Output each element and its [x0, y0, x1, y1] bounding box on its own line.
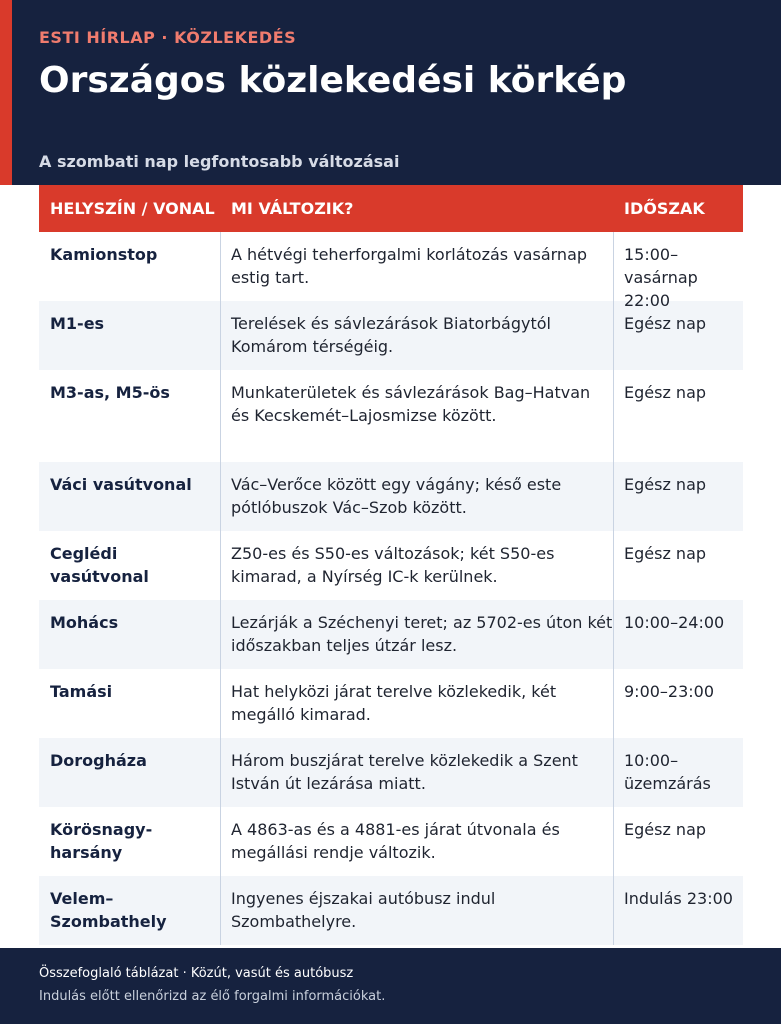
page-header	[0, 0, 781, 185]
column-header-place: HELYSZÍN / VONAL	[50, 199, 215, 218]
row-place: Dorogháza	[39, 738, 221, 807]
table-row	[39, 370, 743, 462]
row-change: Lezárják a Széchenyi teret; az 5702-es úton két időszakban teljes útzár lesz.	[221, 600, 614, 669]
row-period: Egész nap	[624, 820, 707, 839]
page-footer	[0, 948, 781, 1024]
row-place: Váci vasútvonal	[39, 462, 221, 531]
row-change: Három buszjárat terelve közlekedik a Szent István út lezárása miatt.	[221, 738, 614, 807]
row-period: 15:00–vasárnap 22:00	[624, 245, 698, 310]
row-change: Munkaterületek és sávlezárások Bag–Hatvan és Kecskemét–Lajosmizse között.	[221, 370, 614, 462]
table-row	[39, 807, 743, 876]
table-row	[39, 600, 743, 669]
row-place: Mohács	[39, 600, 221, 669]
row-period: Indulás 23:00	[624, 889, 733, 908]
table-row	[39, 301, 743, 370]
row-period: Egész nap	[624, 383, 707, 402]
column-header-period: IDŐSZAK	[624, 199, 705, 218]
table-row	[39, 738, 743, 807]
row-change: Terelések és sávlezárások Biatorbágytól Komárom térségéig.	[221, 301, 614, 370]
row-change: A hétvégi teherforgalmi korlátozás vasárnap estig tart.	[221, 232, 614, 301]
table-row	[39, 876, 743, 945]
table-row	[39, 462, 743, 531]
row-change: Vác–Verőce között egy vágány; késő este pótlóbuszok Vác–Szob között.	[221, 462, 614, 531]
table-row	[39, 669, 743, 738]
table-row	[39, 531, 743, 600]
row-period: Egész nap	[624, 475, 707, 494]
row-place: Tamási	[39, 669, 221, 738]
changes-table	[39, 185, 743, 945]
row-place: M3-as, M5-ös	[39, 370, 221, 462]
row-period: Egész nap	[624, 544, 707, 563]
row-place: Ceglédi vasútvonal	[39, 531, 221, 600]
row-place: Velem–Szombathely	[39, 876, 221, 945]
header-accent-bar	[0, 0, 12, 185]
footer-summary: Összefoglaló táblázat · Közút, vasút és autóbusz	[39, 966, 354, 981]
row-place: M1-es	[39, 301, 221, 370]
page-subtitle: A szombati nap legfontosabb változásai	[39, 152, 400, 171]
page-title: Országos közlekedési körkép	[39, 60, 627, 101]
column-header-change: MI VÁLTOZIK?	[231, 199, 354, 218]
row-period: Egész nap	[624, 314, 707, 333]
row-period: 10:00–üzemzárás	[624, 751, 711, 793]
row-change: A 4863-as és a 4881-es járat útvonala és megállási rendje változik.	[221, 807, 614, 876]
footer-note: Indulás előtt ellenőrizd az élő forgalmi információkat.	[39, 989, 386, 1004]
row-period: 9:00–23:00	[624, 682, 715, 701]
row-place: Körösnagy-harsány	[39, 807, 221, 876]
table-header-row	[39, 185, 743, 232]
section-kicker: ESTI HÍRLAP · KÖZLEKEDÉS	[39, 28, 297, 47]
row-change: Z50-es és S50-es változások; két S50-es kimarad, a Nyírség IC-k kerülnek.	[221, 531, 614, 600]
row-change: Hat helyközi járat terelve közlekedik, két megálló kimarad.	[221, 669, 614, 738]
row-period: 10:00–24:00	[624, 613, 725, 632]
table-row	[39, 232, 743, 310]
row-place: Kamionstop	[39, 232, 221, 301]
row-change: Ingyenes éjszakai autóbusz indul Szombathelyre.	[221, 876, 614, 945]
